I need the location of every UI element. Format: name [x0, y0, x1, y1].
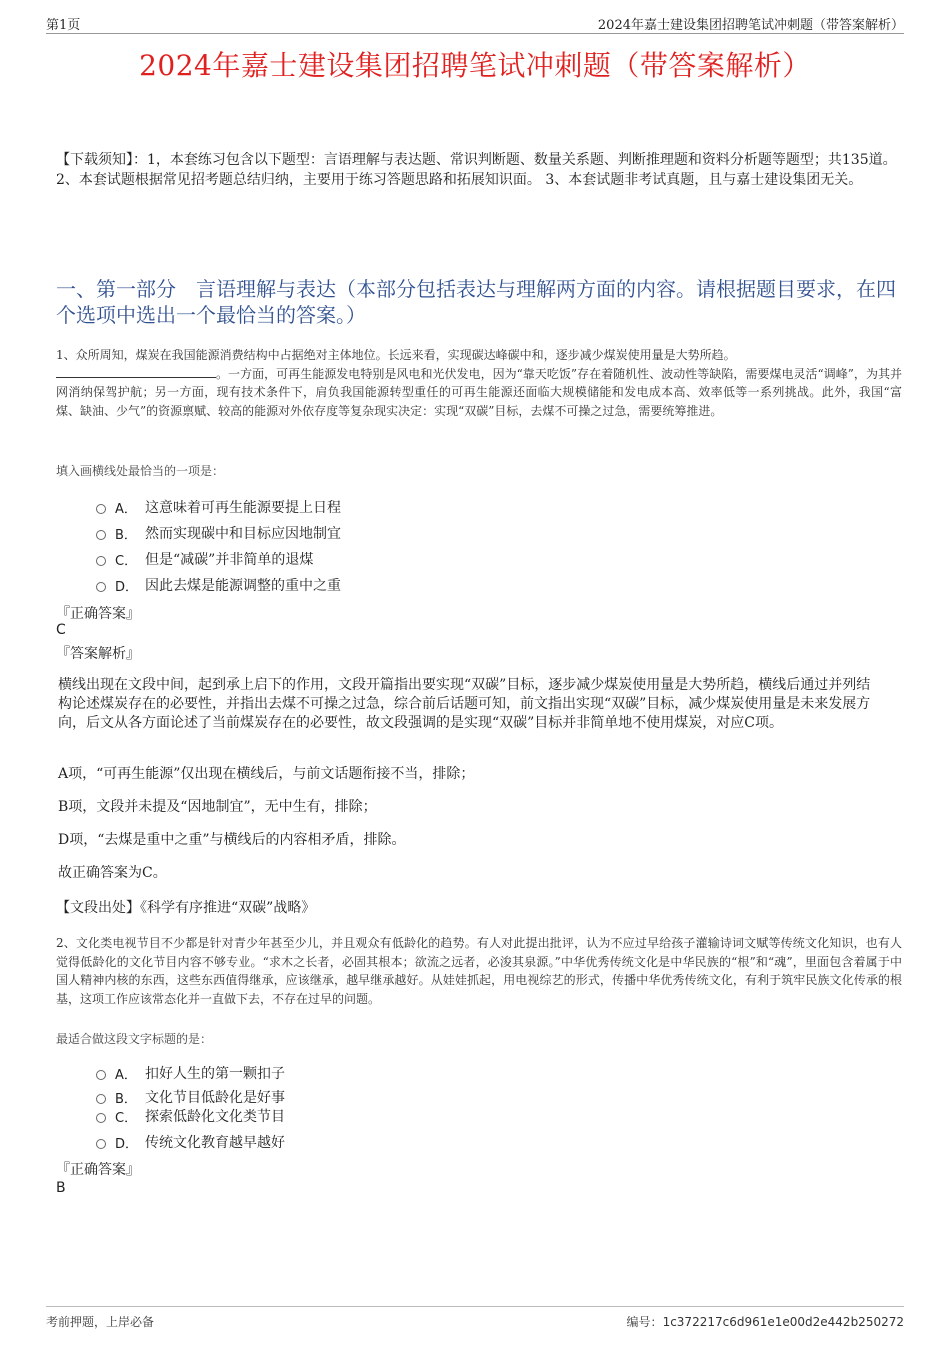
option-text: 然而实现碳中和目标应因地制宜 — [145, 526, 341, 542]
q1-option-a[interactable] — [96, 497, 341, 517]
radio-button-icon[interactable] — [96, 582, 106, 592]
footer-code-label: 编号： — [626, 1315, 663, 1329]
option-letter: C． — [115, 1110, 138, 1126]
document-title: 2024年嘉士建设集团招聘笔试冲刺题（带答案解析） — [139, 49, 811, 82]
header-doc-title: 2024年嘉士建设集团招聘笔试冲刺题（带答案解析） — [597, 18, 904, 33]
q2-answer: B — [56, 1180, 66, 1196]
q2-answer-label: 『正确答案』 — [56, 1162, 140, 1178]
q1-answer-label: 『正确答案』 — [56, 606, 140, 622]
q1-analysis-a: A项，“可再生能源”仅出现在横线后，与前文话题衔接不当，排除； — [58, 766, 475, 782]
question-2-prompt: 最适合做这段文字标题的是： — [56, 1032, 213, 1046]
q2-option-a[interactable] — [96, 1063, 285, 1083]
radio-button-icon[interactable] — [96, 556, 106, 566]
q1-analysis-main: 横线出现在文段中间，起到承上启下的作用，文段开篇指出要实现“双碳”目标，逐步减少煤炭使用量是大势所趋，横线后通过并列结构论述煤炭存在的必要性，并指出去煤不可操之过急，综合前后话题可知，前文指出实现“双碳”目标，减少煤炭使用量是未来发展方向，后文从各方面论述了当前煤炭存在的必要性，故文段强调的是实现“双碳”目标并非简单地不使用煤炭，对应C项。 — [58, 677, 871, 731]
option-letter: B． — [115, 527, 137, 543]
option-letter: C． — [115, 553, 138, 569]
radio-button-icon[interactable] — [96, 1113, 106, 1123]
footer-divider — [46, 1306, 904, 1307]
section-heading: 一、第一部分 言语理解与表达（本部分包括表达与理解两方面的内容。请根据题目要求，在四个选项中选出一个最恰当的答案。） — [56, 277, 896, 327]
q1-option-d[interactable] — [96, 575, 341, 595]
footer-code-value: 1c372217c6d961e1e00d2e442b250272 — [662, 1315, 904, 1329]
option-letter: B． — [115, 1091, 137, 1107]
q1-analysis-d: D项，“去煤是重中之重”与横线后的内容相矛盾，排除。 — [58, 832, 406, 848]
q2-option-b[interactable] — [96, 1087, 285, 1107]
download-notice: 【下载须知】：1，本套练习包含以下题型：言语理解与表达题、常识判断题、数量关系题、判断推理题和资料分析题等题型；共135道。 2、本套试题根据常见招考题总结归纳，主要用于练习答题思路和拓展知识面。 3、本套试题非考试真题，且与嘉士建设集团无关。 — [56, 152, 897, 188]
question-1-text-a: 1、众所周知，煤炭在我国能源消费结构中占据绝对主体地位。长远来看，实现碳达峰碳中和，逐步减少煤炭使用量是大势所趋。 — [56, 348, 736, 362]
option-text: 扣好人生的第一颗扣子 — [145, 1066, 285, 1082]
option-letter: D． — [115, 1136, 139, 1152]
radio-button-icon[interactable] — [96, 530, 106, 540]
fill-blank-line — [56, 366, 216, 378]
option-text: 文化节目低龄化是好事 — [145, 1090, 285, 1106]
question-1-text-b: 。一方面，可再生能源发电特别是风电和光伏发电，因为“靠天吃饭”存在着随机性、波动性等缺陷，需要煤电灵活“调峰”，为其并网消纳保驾护航；另一方面，现有技术条件下，肩负我国能源转型重任的可再生能源还面临大规模储能和发电成本高、效率低等一系列挑战。此外，我国“富煤、缺油、少气”的资源禀赋、较高的能源对外依存度等复杂现实决定：实现“双碳”目标，去煤不可操之过急，需要统筹推进。 — [56, 366, 902, 418]
option-text: 因此去煤是能源调整的重中之重 — [145, 578, 341, 594]
q1-option-c[interactable] — [96, 549, 313, 569]
question-1-prompt: 填入画横线处最恰当的一项是： — [56, 464, 225, 478]
radio-button-icon[interactable] — [96, 1094, 106, 1104]
q1-analysis-conclusion: 故正确答案为C。 — [58, 865, 167, 881]
page-number: 第1页 — [46, 18, 81, 33]
option-text: 探索低龄化文化类节目 — [145, 1109, 285, 1125]
option-text: 但是“减碳”并非简单的退煤 — [145, 552, 314, 568]
option-text: 传统文化教育越早越好 — [145, 1135, 285, 1151]
q1-answer: C — [56, 622, 66, 638]
q2-option-c[interactable] — [96, 1106, 285, 1126]
question-2-stem: 2、文化类电视节目不少都是针对青少年甚至少儿，并且观众有低龄化的趋势。有人对此提出批评，认为不应过早给孩子灌输诗词文赋等传统文化知识，也有人觉得低龄化的文化节目内容不够专业。“求木之长者，必固其根本；欲流之远者，必浚其泉源。”中华优秀传统文化是中华民族的“根”和“魂”，里面包含着属于中国人精神内核的东西，这些东西值得继承，应该继承，越早继承越好。从娃娃抓起，用电视综艺的形式，传播中华优秀传统文化，有利于筑牢民族文化传承的根基，这项工作应该常态化并一直做下去，不存在过早的问题。 — [56, 936, 902, 1006]
question-1-stem — [56, 346, 902, 420]
q2-option-d[interactable] — [96, 1132, 285, 1152]
radio-button-icon[interactable] — [96, 1139, 106, 1149]
q1-source: 【文段出处】《科学有序推进“双碳”战略》 — [56, 900, 316, 916]
option-text: 这意味着可再生能源要提上日程 — [145, 500, 341, 516]
footer-slogan: 考前押题，上岸必备 — [46, 1315, 155, 1329]
q1-option-b[interactable] — [96, 523, 341, 543]
option-letter: D． — [115, 579, 139, 595]
footer-code — [627, 1313, 904, 1330]
option-letter: A． — [115, 501, 137, 517]
q1-analysis-b: B项，文段并未提及“因地制宜”，无中生有，排除； — [58, 799, 377, 815]
option-letter: A． — [115, 1067, 137, 1083]
q1-analysis-label: 『答案解析』 — [56, 646, 140, 662]
radio-button-icon[interactable] — [96, 504, 106, 514]
header-divider — [46, 33, 904, 34]
radio-button-icon[interactable] — [96, 1070, 106, 1080]
